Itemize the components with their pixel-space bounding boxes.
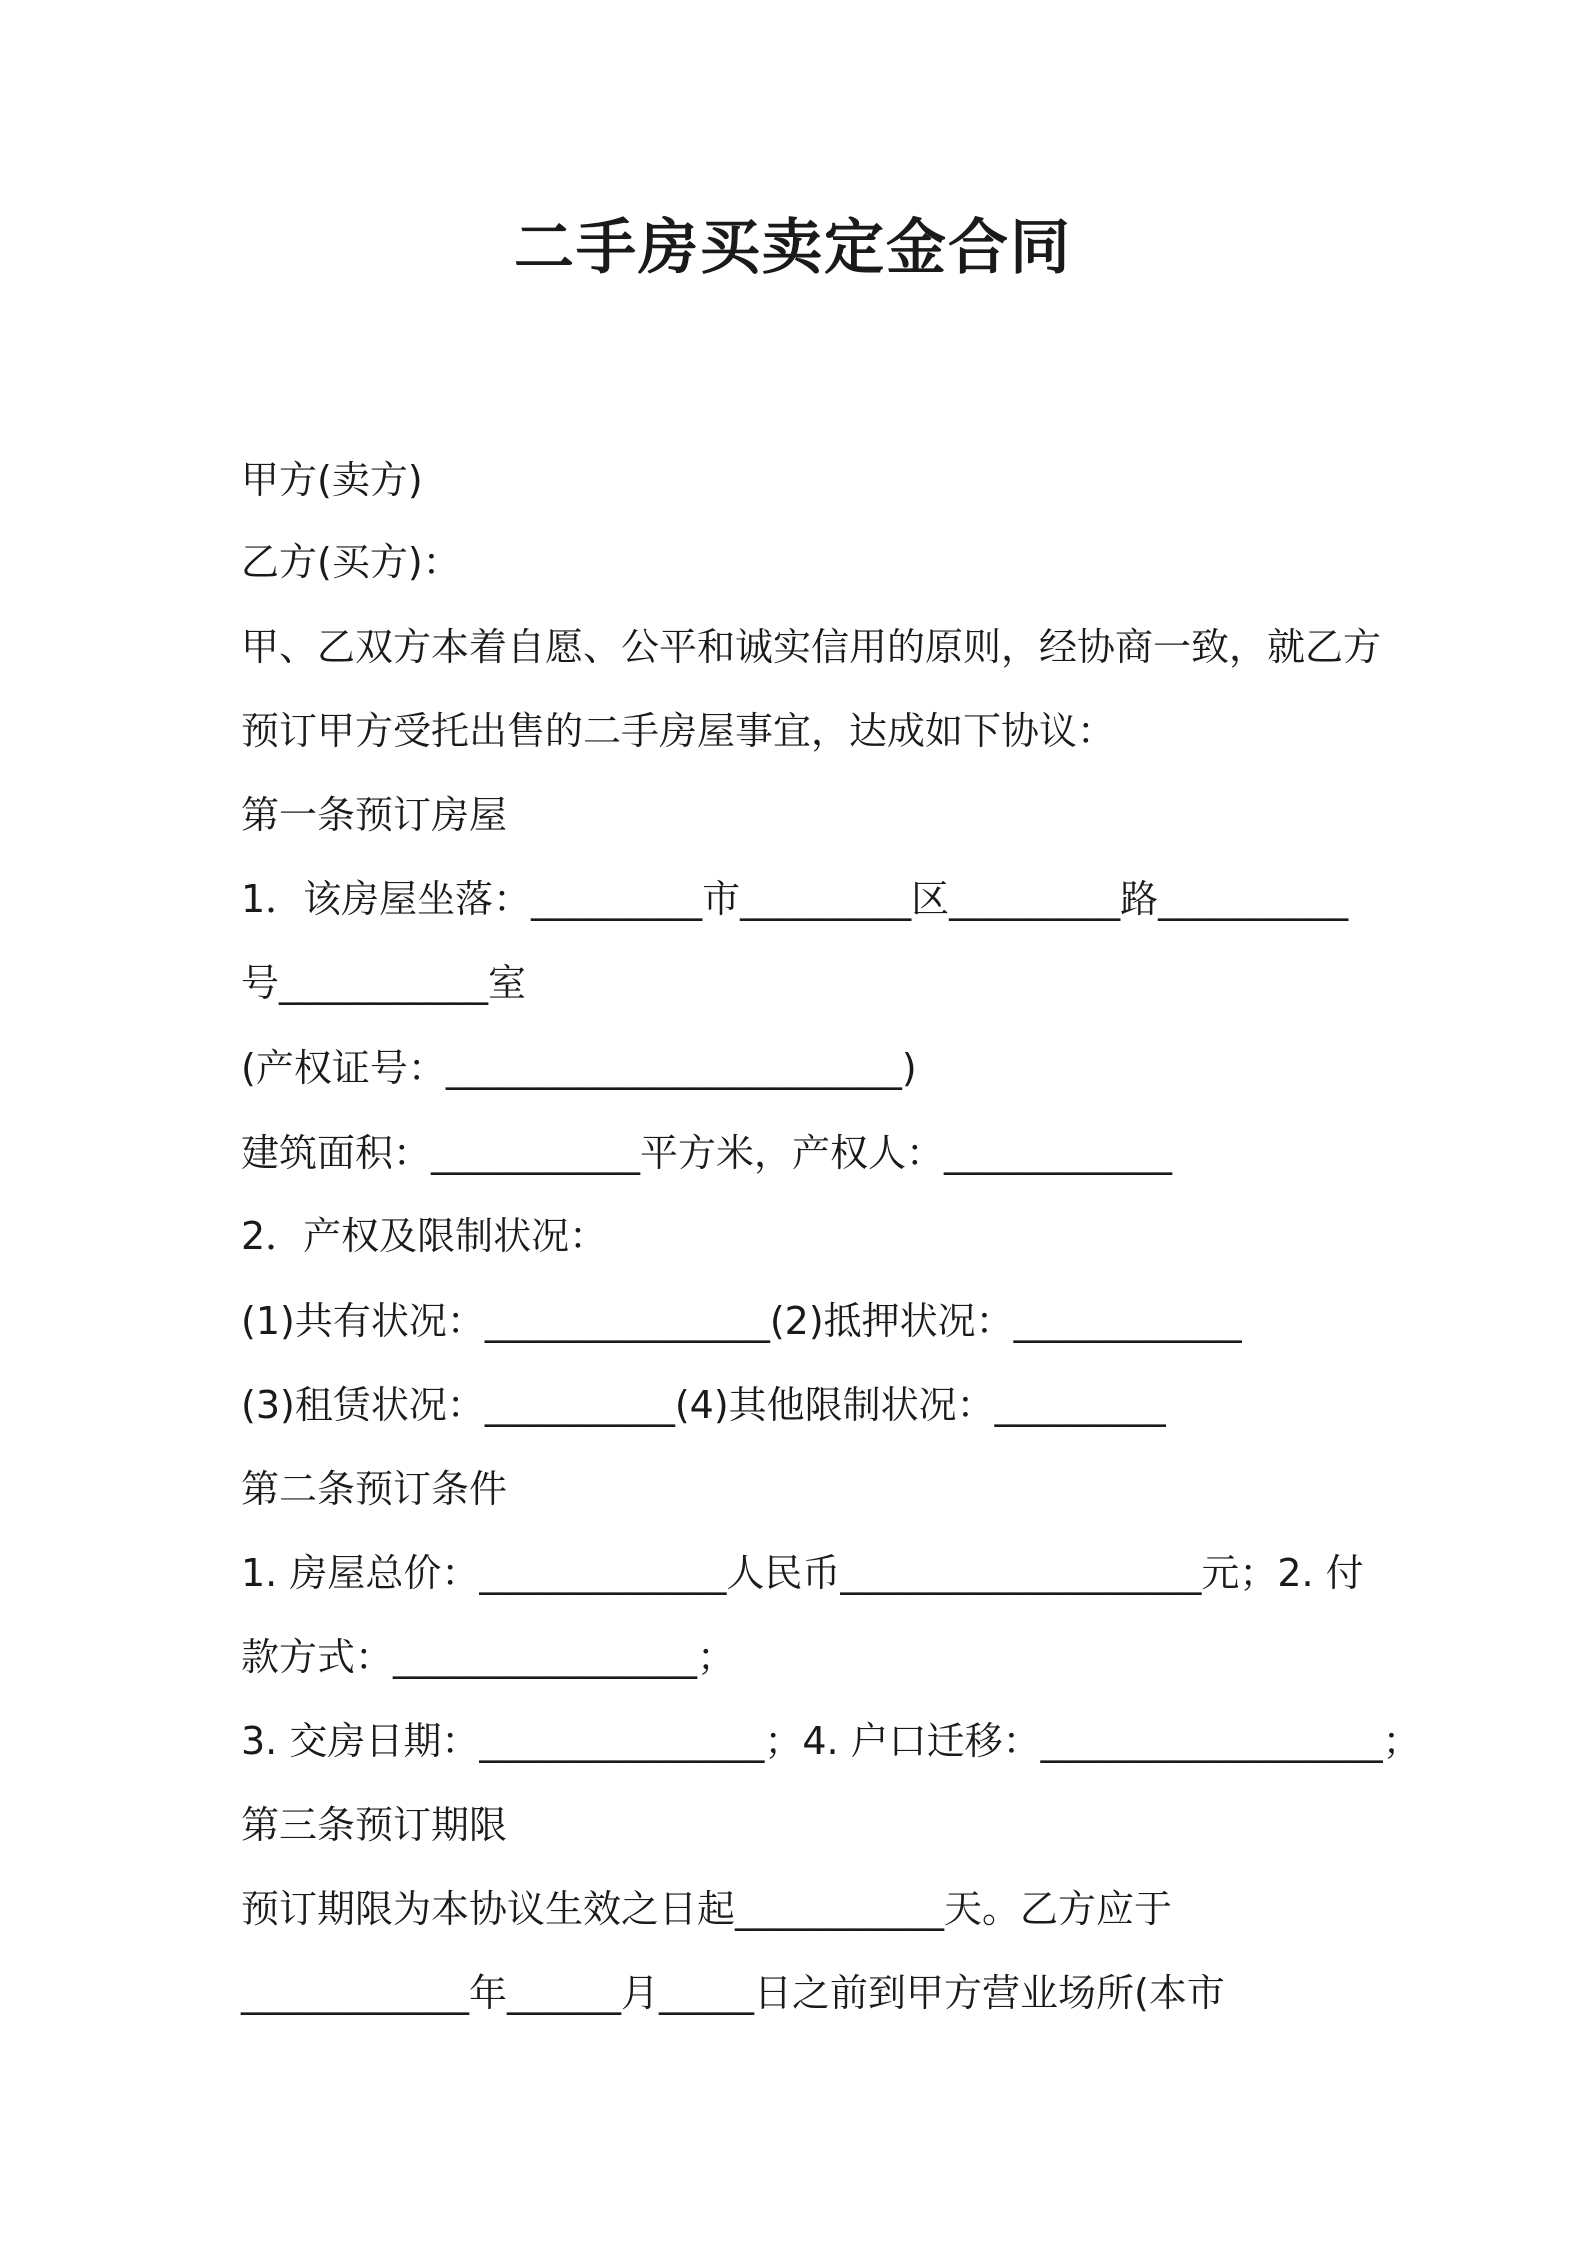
preamble-line-2: 预订甲方受托出售的二手房屋事宜，达成如下协议： [241,709,1116,753]
preamble-line-1: 甲、乙双方本着自愿、公平和诚实信用的原则，经协商一致，就乙方 [241,625,1382,669]
payment-method-line: 款方式：________________； [241,1635,736,1679]
restriction-line-1: (1)共有状况：_______________(2)抵押状况：____________ [241,1299,1242,1343]
article-3-heading: 第三条预订期限 [241,1803,508,1847]
certificate-line: (产权证号：________________________) [241,1046,917,1090]
restriction-line-2: (3)租赁状况：__________(4)其他限制状况：_________ [241,1383,1166,1427]
delivery-line: 3. 交房日期：_______________；4. 户口迁移：__________________； [241,1719,1421,1763]
term-line-1: 预订期限为本协议生效之日起___________天。乙方应于 [241,1887,1173,1931]
party-b-line: 乙方(买方)： [241,540,461,584]
article-1-heading: 第一条预订房屋 [241,793,508,837]
property-room-line: 号___________室 [241,961,527,1005]
restriction-heading: 2．产权及限制状况： [241,1214,608,1258]
party-a-line: 甲方(卖方) [241,458,423,502]
article-2-heading: 第二条预订条件 [241,1467,508,1511]
term-line-2: ____________年______月_____日之前到甲方营业场所(本市 [241,1971,1225,2015]
area-owner-line: 建筑面积：___________平方米，产权人：____________ [241,1131,1173,1175]
price-line: 1. 房屋总价：_____________人民币___________________元；2. 付 [241,1551,1364,1595]
property-location-line: 1．该房屋坐落：_________市_________区_________路__________ [241,877,1349,921]
document-title: 二手房买卖定金合同 [514,213,1072,283]
